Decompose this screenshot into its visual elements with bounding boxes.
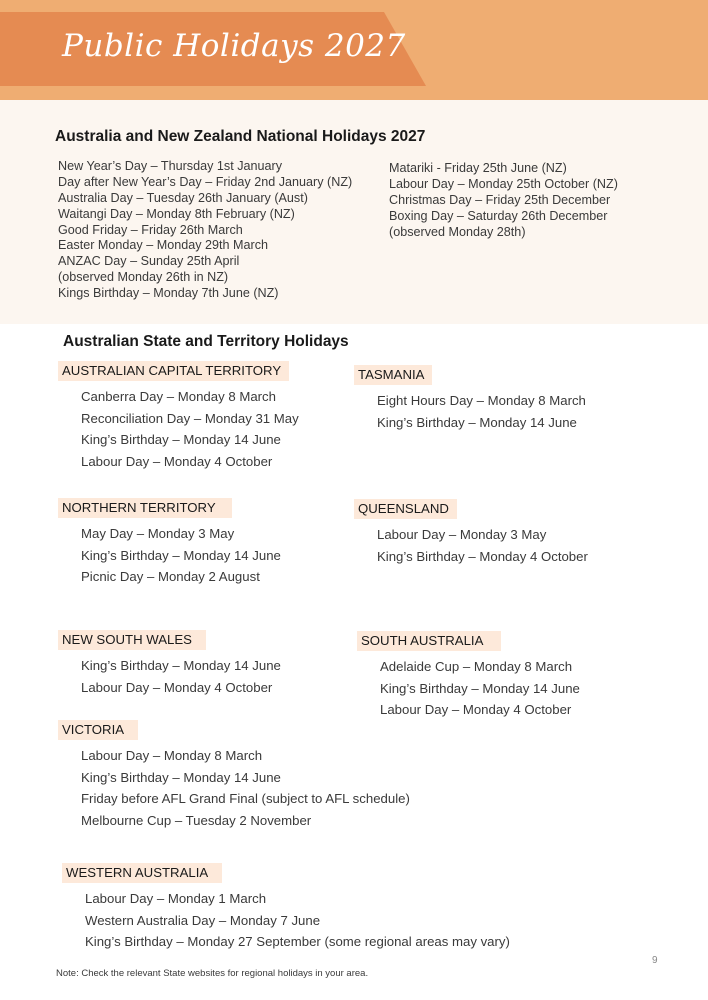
holiday-item: Labour Day – Monday 8 March: [81, 748, 263, 763]
holiday-item: King’s Birthday – Monday 14 June: [380, 680, 580, 696]
state-section-victoria: [58, 720, 410, 832]
holiday-item: Melbourne Cup – Tuesday 2 November: [81, 813, 312, 829]
holiday-item: New Year’s Day – Thursday 1st January: [58, 159, 283, 173]
holiday-item: King’s Birthday – Monday 14 June: [81, 769, 281, 785]
holiday-item: ANZAC Day – Sunday 25th April: [58, 254, 240, 269]
state-label: NORTHERN TERRITORY: [58, 498, 232, 518]
holiday-item: King’s Birthday – Monday 4 October: [377, 548, 588, 564]
holiday-item: Friday before AFL Grand Final (subject to AFL schedule): [81, 791, 410, 807]
holiday-item: King’s Birthday – Monday 14 June: [81, 547, 281, 563]
national-holidays-right-list: [389, 161, 618, 240]
state-holidays-heading: Australian State and Territory Holidays: [63, 333, 349, 350]
holiday-item: Canberra Day – Monday 8 March: [81, 389, 276, 404]
holiday-item: Adelaide Cup – Monday 8 March: [380, 659, 573, 674]
holiday-item: Matariki - Friday 25th June (NZ): [389, 161, 567, 175]
state-label: AUSTRALIAN CAPITAL TERRITORY: [58, 361, 289, 381]
holiday-item: King’s Birthday – Monday 14 June: [377, 414, 577, 430]
state-section-south-australia: [357, 631, 580, 721]
state-section-western-australia: [62, 863, 510, 953]
state-label: SOUTH AUSTRALIA: [357, 631, 501, 651]
state-label: NEW SOUTH WALES: [58, 630, 206, 650]
page-number: 9: [652, 955, 658, 966]
holiday-item: Australia Day – Tuesday 26th January (Aust): [58, 190, 308, 205]
holiday-item: Labour Day – Monday 4 October: [81, 679, 273, 695]
state-section-northern-territory: [58, 498, 281, 588]
state-section-new-south-wales: [58, 630, 281, 698]
holiday-item: Western Australia Day – Monday 7 June: [85, 912, 321, 928]
holiday-item: Easter Monday – Monday 29th March: [58, 238, 269, 253]
national-holidays-heading: Australia and New Zealand National Holidays 2027: [55, 128, 426, 145]
holiday-item: Kings Birthday – Monday 7th June (NZ): [58, 286, 279, 301]
holiday-item: Labour Day – Monday 3 May: [377, 527, 547, 542]
holiday-item: (observed Monday 26th in NZ): [58, 270, 229, 285]
holiday-item: Labour Day – Monday 4 October: [380, 702, 572, 718]
state-label: QUEENSLAND: [354, 499, 457, 519]
state-section-queensland: [354, 499, 588, 567]
holiday-item: Christmas Day – Friday 25th December: [389, 192, 611, 207]
national-holidays-left-list: [58, 159, 352, 302]
header-banner: [0, 0, 708, 100]
holiday-item: (observed Monday 28th): [389, 224, 526, 239]
state-section-tasmania: [354, 365, 586, 433]
holiday-item: Day after New Year’s Day – Friday 2nd January (NZ): [58, 174, 353, 189]
state-label: WESTERN AUSTRALIA: [62, 863, 222, 883]
holiday-item: Labour Day – Monday 4 October: [81, 454, 273, 470]
holiday-item: Eight Hours Day – Monday 8 March: [377, 393, 586, 408]
holiday-item: Labour Day – Monday 1 March: [85, 891, 267, 906]
state-label: TASMANIA: [354, 365, 432, 385]
holiday-item: Reconciliation Day – Monday 31 May: [81, 410, 299, 426]
holiday-item: King’s Birthday – Monday 14 June: [81, 658, 281, 673]
holiday-item: Good Friday – Friday 26th March: [58, 222, 243, 237]
holiday-item: King’s Birthday – Monday 27 September (some regional areas may vary): [85, 934, 510, 950]
holiday-item: May Day – Monday 3 May: [81, 526, 235, 541]
holiday-item: Labour Day – Monday 25th October (NZ): [389, 176, 618, 191]
state-section-act: [58, 361, 299, 473]
state-label: VICTORIA: [58, 720, 138, 740]
holiday-item: Waitangi Day – Monday 8th February (NZ): [58, 206, 295, 221]
holiday-item: King’s Birthday – Monday 14 June: [81, 432, 281, 448]
footnote: Note: Check the relevant State websites for regional holidays in your area.: [56, 968, 369, 979]
page-title: Public Holidays 2027: [62, 28, 406, 64]
holiday-item: Boxing Day – Saturday 26th December: [389, 208, 608, 223]
holiday-item: Picnic Day – Monday 2 August: [81, 569, 260, 585]
